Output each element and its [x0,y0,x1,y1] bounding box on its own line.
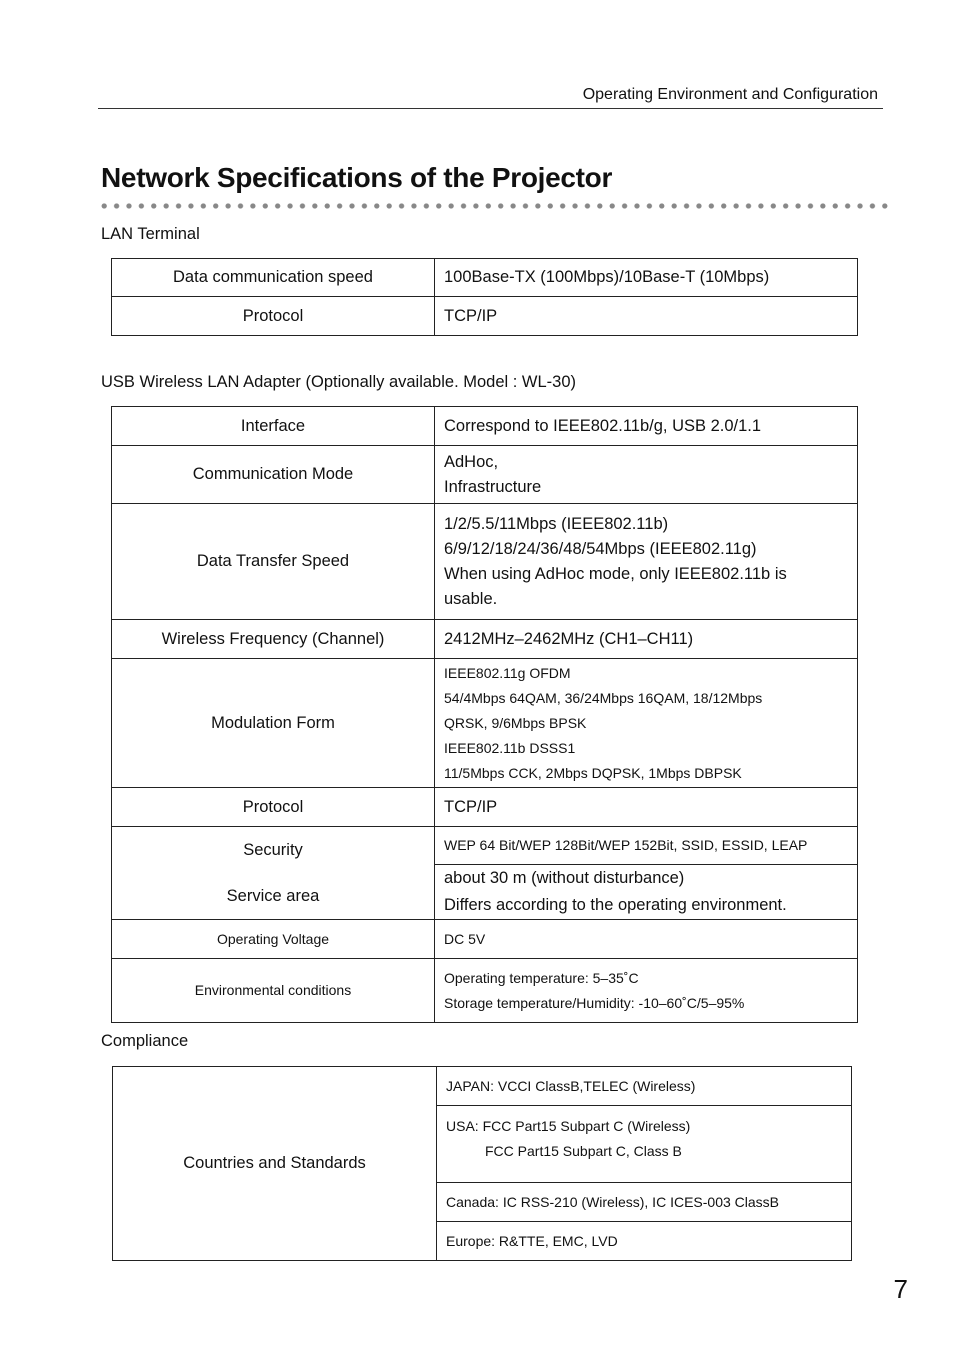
spec-value [435,446,858,504]
spec-key: Service area [226,886,320,905]
value-line: usable. [444,589,498,608]
spec-key: Interface [112,407,435,446]
value-line: IEEE802.11g OFDM [444,664,571,681]
table-row [112,407,858,446]
spec-value: DC 5V [435,920,858,959]
table-row [113,1067,852,1106]
spec-key: Protocol [112,788,435,827]
spec-value: JAPAN: VCCI ClassB,TELEC (Wireless) [437,1067,852,1106]
running-header: Operating Environment and Configuration [582,86,878,103]
table-row [112,297,858,336]
table-row [112,446,858,504]
compliance-label: Compliance [101,1032,189,1050]
value-line: 54/4Mbps 64QAM, 36/24Mbps 16QAM, 18/12Mbps [444,689,763,706]
spec-key: Wireless Frequency (Channel) [112,620,435,659]
value-line: Differs according to the operating environment. [444,896,787,914]
value-line: about 30 m (without disturbance) [444,869,685,887]
lan-spec-table [111,258,858,336]
spec-value: TCP/IP [435,788,858,827]
compliance-table [112,1066,852,1261]
security-service-keys [112,827,435,920]
value-line: 1/2/5.5/11Mbps (IEEE802.11b) [444,514,669,533]
spec-key: Data Transfer Speed [112,504,435,620]
value-line: QRSK, 9/6Mbps BPSK [444,714,587,731]
spec-value: TCP/IP [435,297,858,336]
value-line: Infrastructure [444,477,542,496]
header-rule [98,108,883,109]
table-row [112,920,858,959]
value-line: IEEE802.11b DSSS1 [444,739,576,756]
spec-key: Environmental conditions [112,959,435,1023]
spec-value [435,659,858,788]
table-row [112,259,858,297]
value-line: When using AdHoc mode, only IEEE802.11b is [444,564,787,583]
spec-key: Protocol [112,297,435,336]
page-title: Network Specifications of the Projector [101,162,613,193]
spec-value [435,865,858,920]
spec-key: Data communication speed [112,259,435,297]
spec-value [435,504,858,620]
table-row [112,659,858,788]
table-row [112,827,858,865]
spec-value [435,959,858,1023]
spec-value: Canada: IC RSS-210 (Wireless), IC ICES-003 ClassB [437,1183,852,1222]
value-line: Operating temperature: 5–35˚C [444,969,639,986]
value-line: AdHoc, [444,452,499,471]
spec-key: Communication Mode [112,446,435,504]
spec-value: 2412MHz–2462MHz (CH1–CH11) [435,620,858,659]
spec-value: 100Base-TX (100Mbps)/10Base-T (10Mbps) [435,259,858,297]
value-line: 6/9/12/18/24/36/48/54Mbps (IEEE802.11g) [444,539,757,558]
value-line: FCC Part15 Subpart C, Class B [485,1143,682,1159]
table-row [112,788,858,827]
table-row [112,959,858,1023]
spec-key: Security [243,840,303,859]
usb-spec-table [111,406,858,1023]
spec-key: Modulation Form [112,659,435,788]
spec-value: Europe: R&TTE, EMC, LVD [437,1222,852,1261]
dotted-rule [98,202,890,210]
value-line: Storage temperature/Humidity: -10–60˚C/5–95% [444,994,745,1011]
spec-value [437,1106,852,1183]
value-line: USA: FCC Part15 Subpart C (Wireless) [446,1118,691,1134]
page-number: 7 [893,1274,908,1304]
spec-key: Countries and Standards [113,1067,437,1261]
spec-value: Correspond to IEEE802.11b/g, USB 2.0/1.1 [435,407,858,446]
spec-key: Operating Voltage [112,920,435,959]
table-row [112,504,858,620]
value-line: 11/5Mbps CCK, 2Mbps DQPSK, 1Mbps DBPSK [444,764,742,781]
table-row [112,620,858,659]
usb-adapter-label: USB Wireless LAN Adapter (Optionally available. Model : WL-30) [101,373,577,391]
spec-value: WEP 64 Bit/WEP 128Bit/WEP 152Bit, SSID, ESSID, LEAP [435,827,858,865]
lan-terminal-label: LAN Terminal [101,225,200,243]
